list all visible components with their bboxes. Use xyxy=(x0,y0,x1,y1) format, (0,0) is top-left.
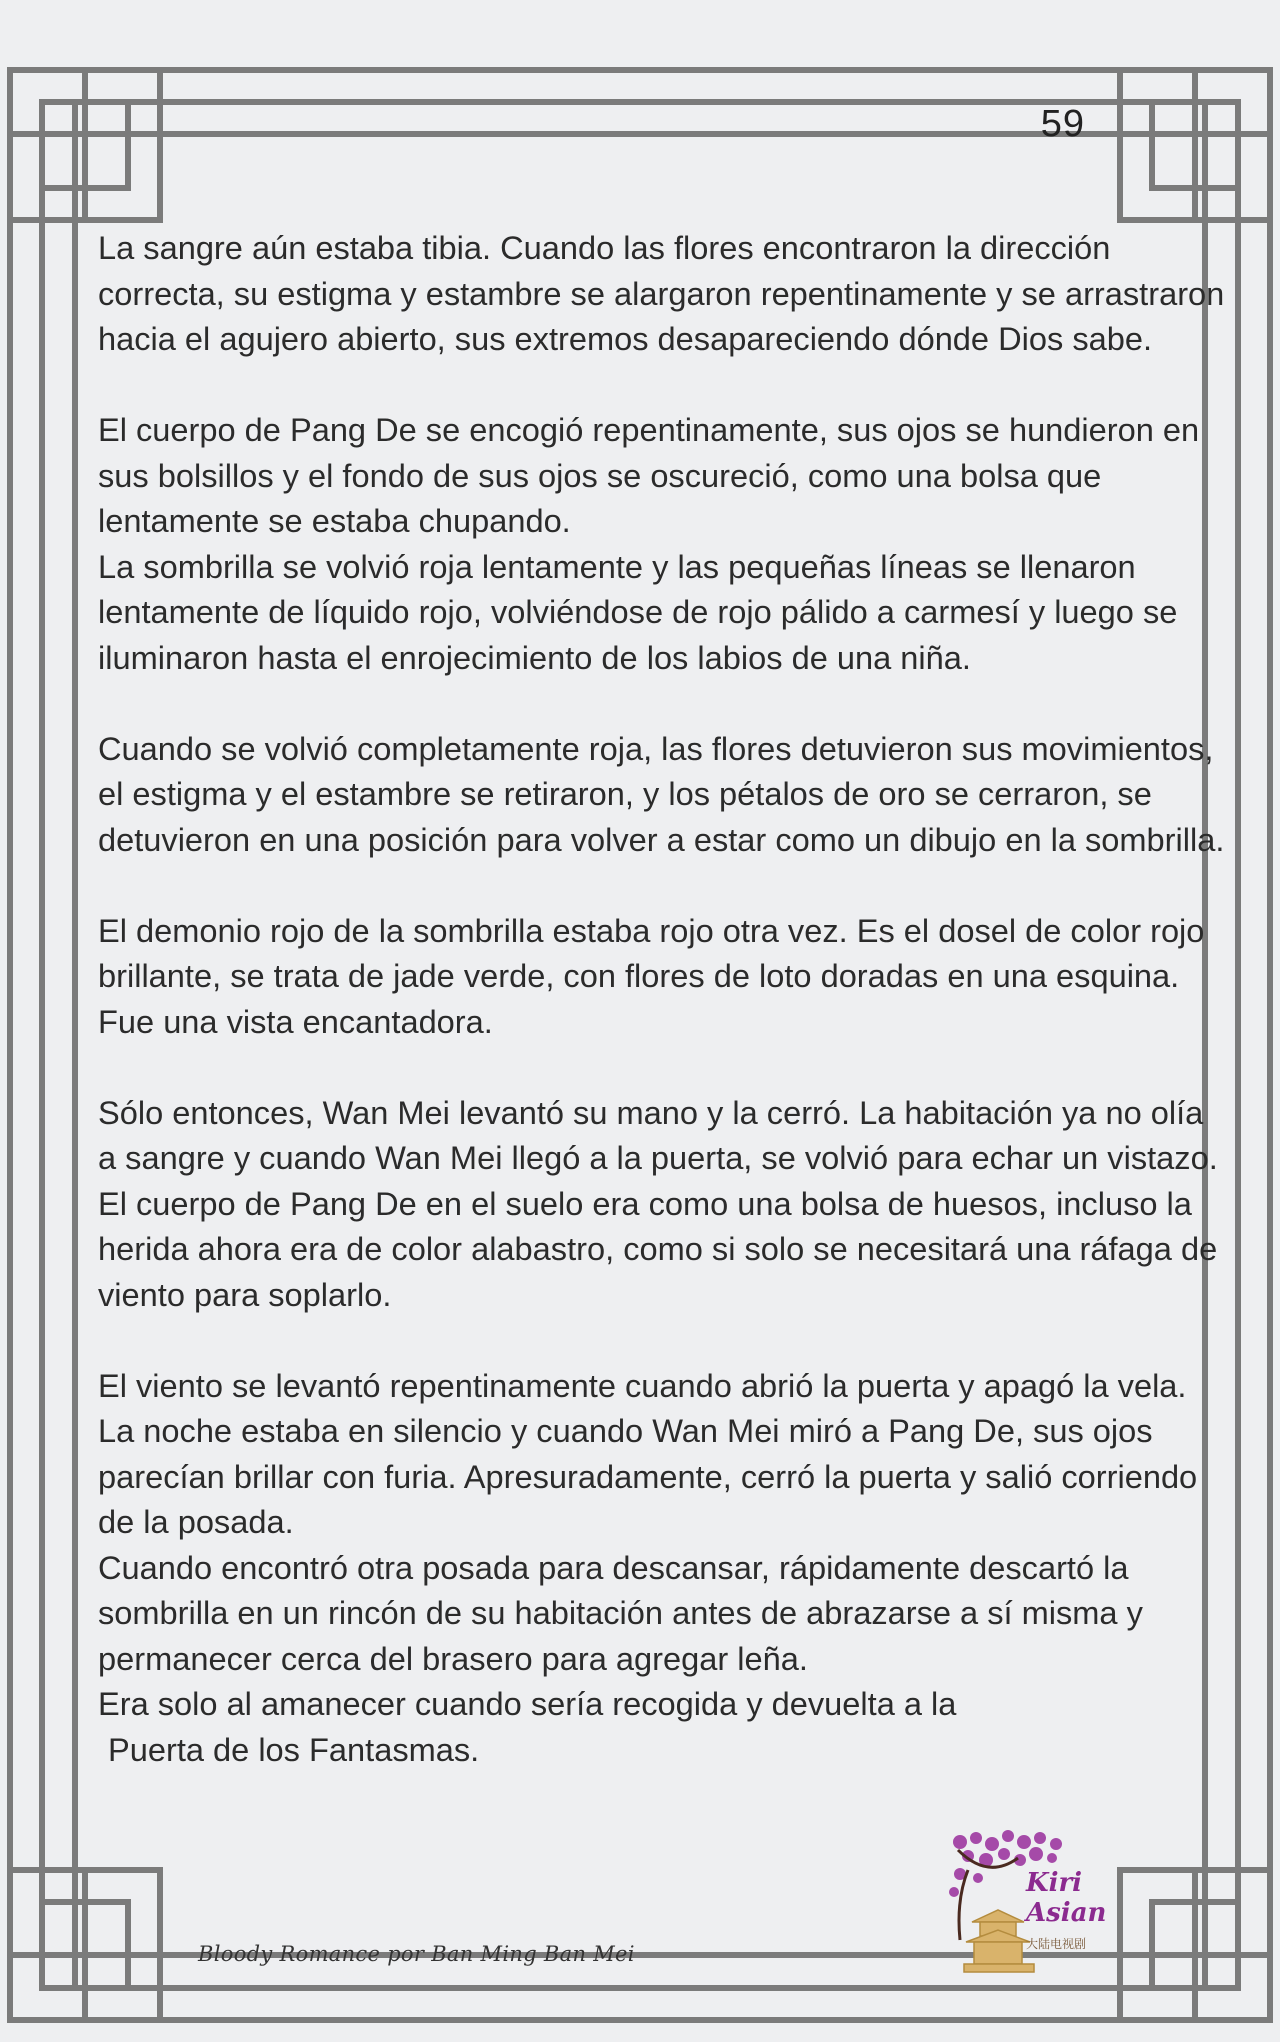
logo-line2: Asian xyxy=(1026,1898,1107,1928)
paragraph: El demonio rojo de la sombrilla estaba rojo otra vez. Es el dosel de color rojo brillante, se trata de jade verde, con flores de loto doradas en una esquina. Fue una vista encantadora. xyxy=(98,911,1205,1040)
paragraph: La sombrilla se volvió roja lentamente y las pequeñas líneas se llenaron lentamente de líquido rojo, volviéndose de rojo pálido a carmesí y luego se iluminaron hasta el enrojecimiento de los labios de una niña. xyxy=(98,547,1178,676)
footer-credit: Bloody Romance por Ban Ming Ban Mei xyxy=(198,1942,635,1966)
paragraph: El viento se levantó repentinamente cuando abrió la puerta y apagó la vela. La noche estaba en silencio y cuando Wan Mei miró a Pang De, sus ojos parecían brillar con furia. Apresuradamente, cerró la puerta y salió corriendo de la posada. xyxy=(98,1366,1198,1540)
paragraph: El cuerpo de Pang De se encogió repentinamente, sus ojos se hundieron en sus bolsillos y el fondo de sus ojos se oscureció, como una bolsa que lentamente se estaba chupando. xyxy=(98,411,1200,539)
chapter-text xyxy=(98,225,1228,1772)
paragraph: Cuando encontró otra posada para descansar, rápidamente descartó la sombrilla en un rincón de su habitación antes de abrazarse a sí misma y permanecer cerca del brasero para agregar leña. xyxy=(98,1548,1143,1677)
kiri-asian-logo xyxy=(948,1830,1107,1982)
logo-line1: Kiri xyxy=(1026,1868,1083,1898)
paragraph: La sangre aún estaba tibia. Cuando las flores encontraron la dirección correcta, su estigma y estambre se alargaron repentinamente y se arrastraron hacia el agujero abierto, sus extremos desapareciendo dónde Dios sabe. xyxy=(98,229,1225,357)
paragraph: Cuando se volvió completamente roja, las flores detuvieron sus movimientos, el estigma y el estambre se retiraron, y los pétalos de oro se cerraron, se detuvieron en una posición para volver a estar como un dibujo en la sombrilla. xyxy=(98,729,1225,858)
logo-subtitle: 大陆电视剧 xyxy=(1026,1937,1087,1951)
logo-title xyxy=(1026,1868,1106,1928)
page-number: 59 xyxy=(1040,103,1085,145)
paragraph: Era solo al amanecer cuando sería recogida y devuelta a la xyxy=(98,1685,957,1722)
paragraph: Sólo entonces, Wan Mei levantó su mano y la cerró. La habitación ya no olía a sangre y cuando Wan Mei llegó a la puerta, se volvió para echar un vistazo. El cuerpo de Pang De en el suelo era como una bolsa de huesos, incluso la herida ahora era de color alabastro, como si solo se necesitará una ráfaga de viento para soplarlo. xyxy=(98,1093,1218,1313)
paragraph: Puerta de los Fantasmas. xyxy=(108,1730,480,1768)
